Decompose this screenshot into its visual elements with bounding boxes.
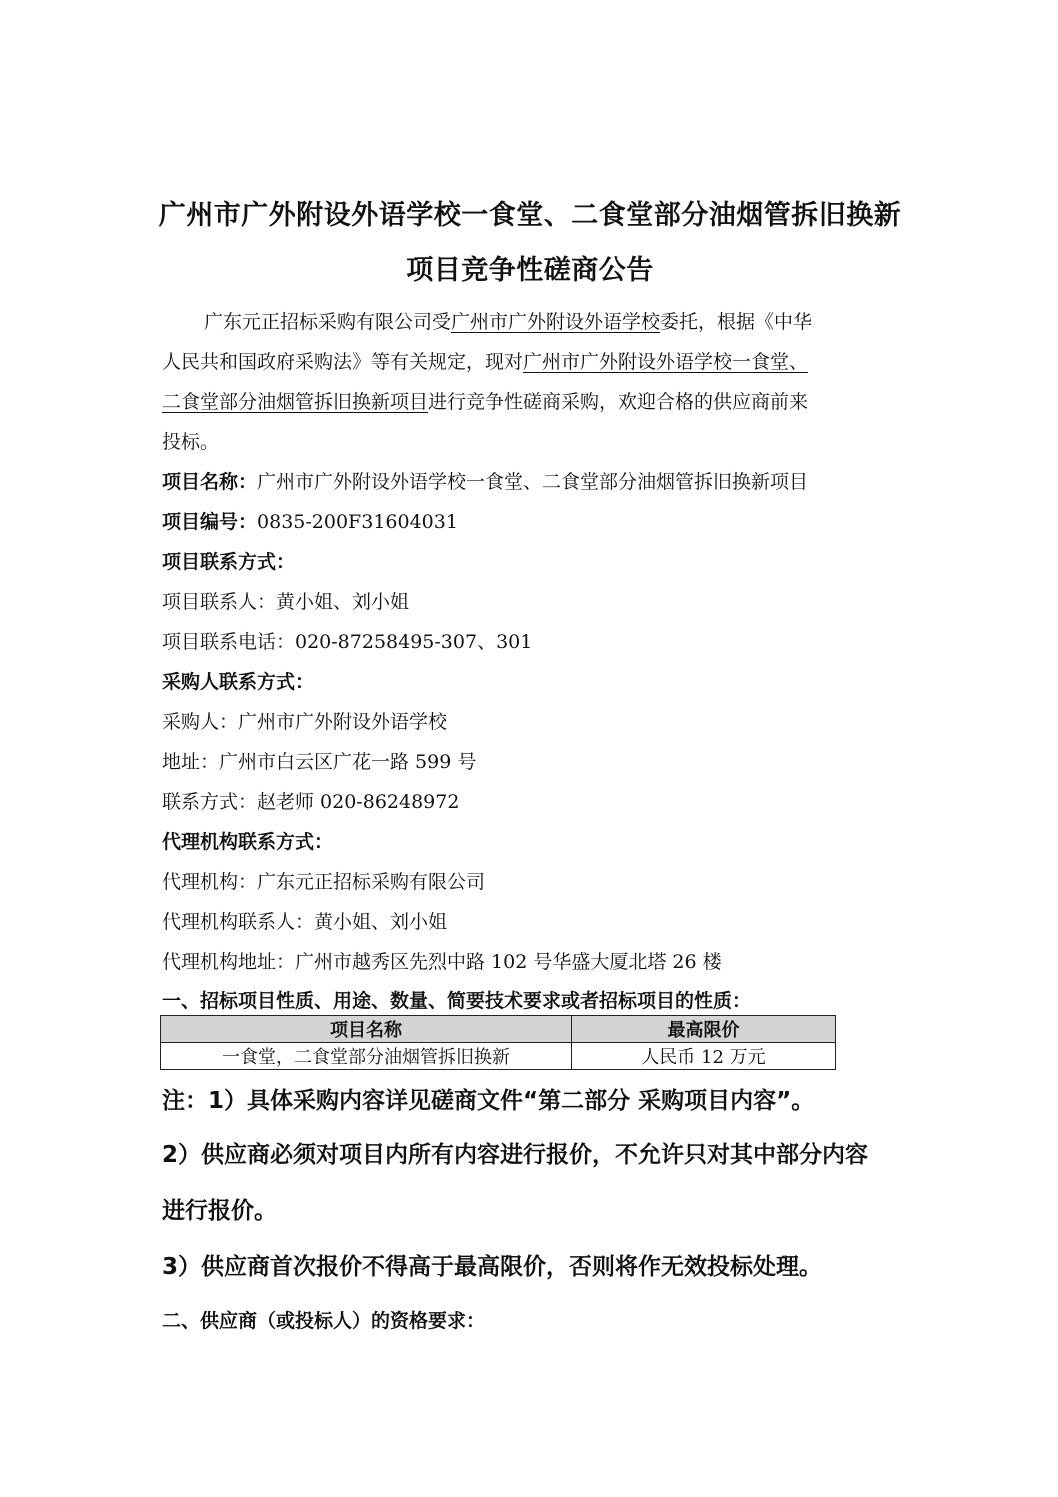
- purchaser-address: 地址：广州市白云区广花一路 599 号: [162, 751, 477, 773]
- project-contact-heading: 项目联系方式：: [162, 551, 296, 573]
- column-header-project-name: 项目名称: [161, 1016, 572, 1043]
- note-2-line-2: 进行报价。: [162, 1198, 277, 1224]
- purchaser-contact: 联系方式：赵老师 020-86248972: [162, 791, 460, 813]
- section2-heading: 二、供应商（或投标人）的资格要求：: [162, 1310, 486, 1332]
- note-1: 注：1）具体采购内容详见磋商文件“第二部分 采购项目内容”。: [162, 1088, 815, 1114]
- table-row: [161, 1043, 836, 1070]
- project-name-underlined: 广州市广外附设外语学校一食堂、: [523, 351, 809, 373]
- project-contact-person: 项目联系人：黄小姐、刘小姐: [162, 591, 410, 613]
- section1-heading: 一、招标项目性质、用途、数量、简要技术要求或者招标项目的性质：: [162, 990, 752, 1012]
- project-name-row: [162, 469, 808, 495]
- intro-line-2: [162, 349, 808, 375]
- table-cell-max-price: 人民币 12 万元: [572, 1043, 836, 1070]
- project-name-label: 项目名称：: [162, 471, 258, 493]
- intro-line-4: 投标。: [162, 431, 220, 453]
- purchaser-name-underlined: 广州市广外附设外语学校: [451, 311, 661, 333]
- intro-text: 进行竞争性磋商采购，欢迎合格的供应商前来: [428, 391, 809, 413]
- project-name-value: 广州市广外附设外语学校一食堂、二食堂部分油烟管拆旧换新项目: [257, 471, 809, 493]
- intro-text: 人民共和国政府采购法》等有关规定，现对: [162, 351, 524, 373]
- note-2-line-1: 2）供应商必须对项目内所有内容进行报价，不允许只对其中部分内容: [162, 1142, 869, 1168]
- intro-line-1: [204, 309, 812, 335]
- project-code-value: 0835-200F31604031: [257, 511, 458, 533]
- column-header-max-price: 最高限价: [572, 1016, 836, 1043]
- agency-contact: 代理机构联系人：黄小姐、刘小姐: [162, 911, 448, 933]
- project-name-underlined: 二食堂部分油烟管拆旧换新项目: [162, 391, 429, 413]
- table-header-row: [161, 1016, 836, 1043]
- project-code-label: 项目编号：: [162, 511, 258, 533]
- note-3: 3）供应商首次报价不得高于最高限价，否则将作无效投标处理。: [162, 1254, 823, 1280]
- document-title-line2: 项目竞争性磋商公告: [406, 255, 654, 286]
- document-title-line1: 广州市广外附设外语学校一食堂、二食堂部分油烟管拆旧换新: [158, 200, 902, 231]
- agency-name: 代理机构：广东元正招标采购有限公司: [162, 871, 486, 893]
- purchaser-name: 采购人：广州市广外附设外语学校: [162, 711, 448, 733]
- purchaser-heading: 采购人联系方式：: [162, 671, 315, 693]
- project-contact-phone: 项目联系电话：020-87258495-307、301: [162, 631, 533, 653]
- table-cell-project-name: 一食堂，二食堂部分油烟管拆旧换新: [161, 1043, 572, 1070]
- price-table: [160, 1015, 836, 1070]
- intro-text: 委托，根据《中华: [660, 311, 813, 333]
- intro-line-3: [162, 389, 808, 415]
- agency-heading: 代理机构联系方式：: [162, 831, 334, 853]
- project-code-row: [162, 509, 458, 535]
- agency-address: 代理机构地址：广州市越秀区先烈中路 102 号华盛大厦北塔 26 楼: [162, 951, 722, 973]
- intro-text: 广东元正招标采购有限公司受: [204, 311, 452, 333]
